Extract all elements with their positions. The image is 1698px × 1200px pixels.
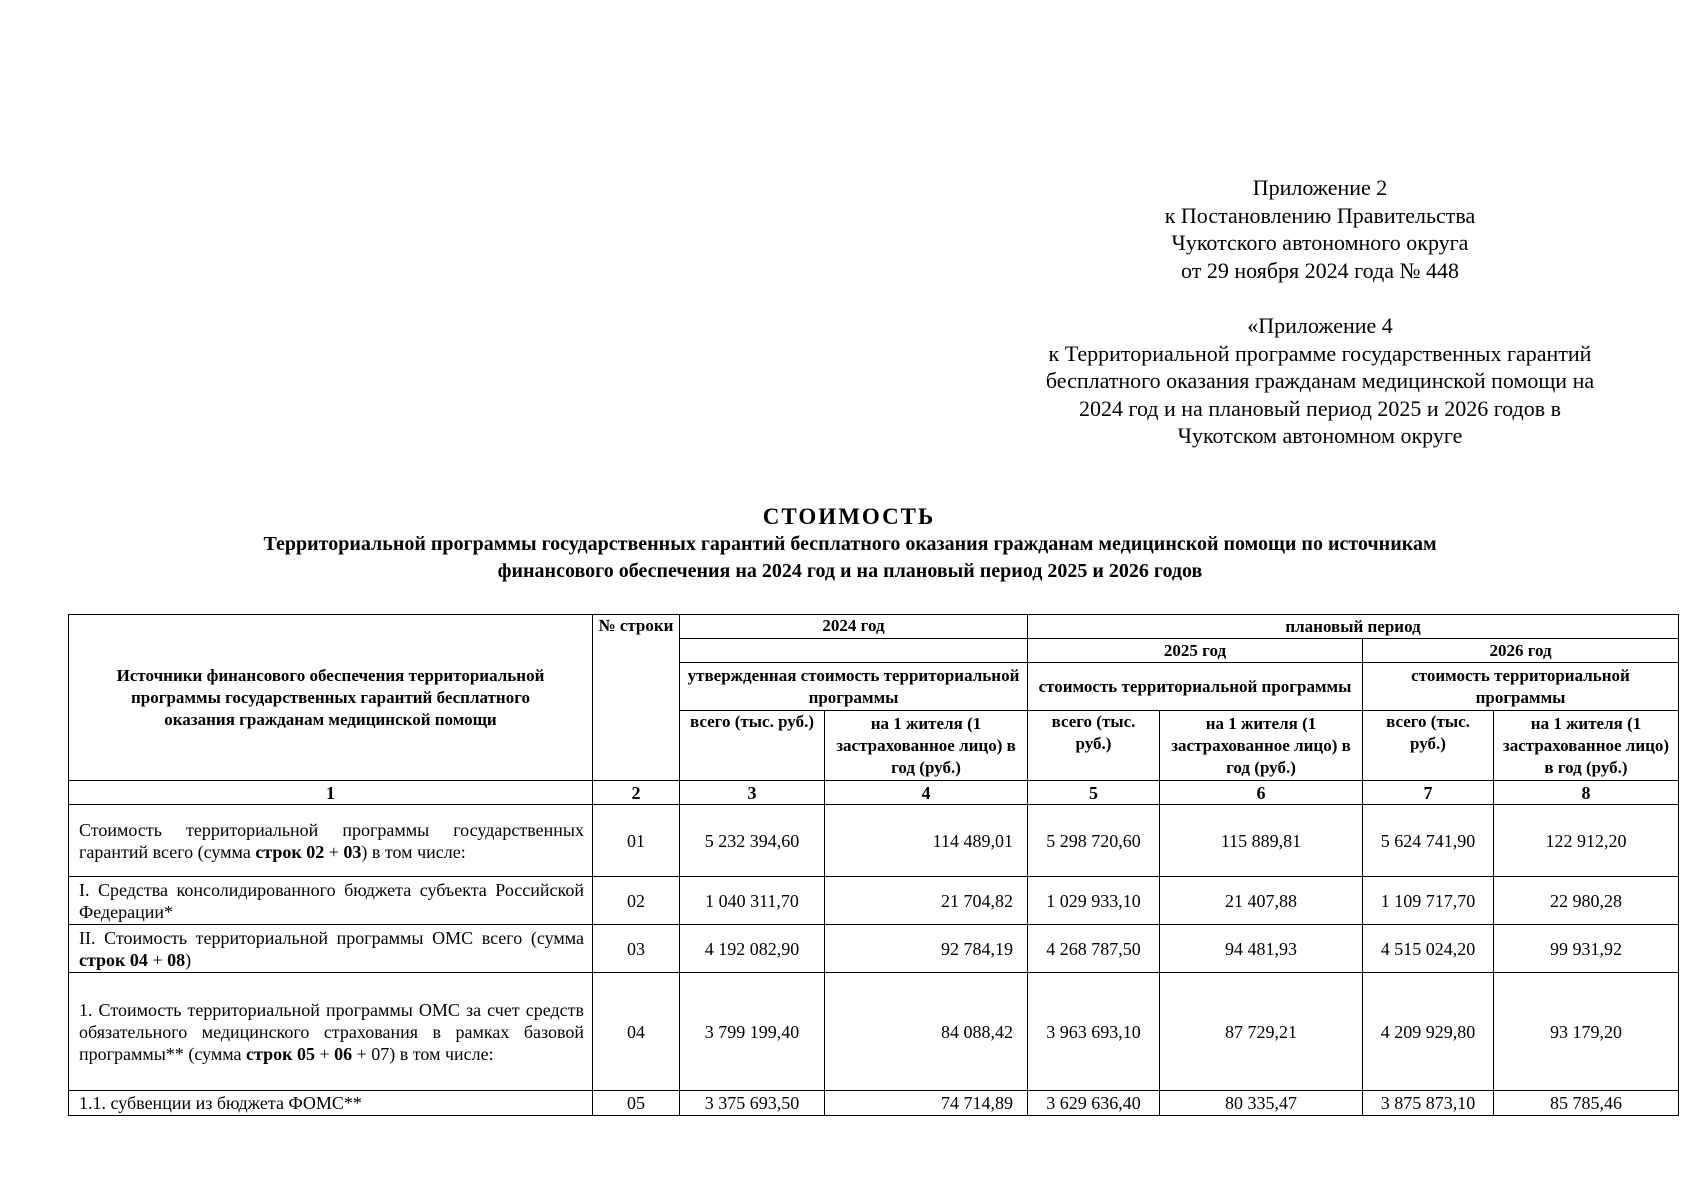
row-value: 21 407,88 bbox=[1160, 877, 1363, 925]
row-value: 93 179,20 bbox=[1494, 973, 1679, 1091]
subheading-line: Территориальной программы государственных гарантий бесплатного оказания гражданам медицинской помощи по источникам bbox=[263, 533, 1437, 555]
appendix-4-line: Чукотском автономном округе bbox=[1177, 423, 1463, 448]
header-sources: Источники финансового обеспечения территориальной программы государственных гарантий бесплатного оказания гражданам медицинской помощи bbox=[69, 615, 593, 781]
header-approved-cost: утвержденная стоимость территориальной программы bbox=[680, 663, 1028, 711]
table-row bbox=[69, 805, 1679, 877]
row-value: 1 040 311,70 bbox=[680, 877, 825, 925]
header-total-2026: всего (тыс. руб.) bbox=[1363, 711, 1494, 781]
header-cost-2026: стоимость территориальной программы bbox=[1363, 663, 1679, 711]
row-source-label: II. Стоимость территориальной программы ОМС всего (сумма строк 04 + 08) bbox=[69, 925, 593, 973]
row-value: 4 515 024,20 bbox=[1363, 925, 1494, 973]
row-value: 3 799 199,40 bbox=[680, 973, 825, 1091]
appendix-4-line: 2024 год и на плановый период 2025 и 2026 годов в bbox=[1078, 395, 1562, 421]
column-number: 1 bbox=[69, 781, 593, 805]
header-total-2025: всего (тыс. руб.) bbox=[1028, 711, 1160, 781]
row-value: 94 481,93 bbox=[1160, 925, 1363, 973]
column-number: 6 bbox=[1160, 781, 1363, 805]
appendix-4-line: «Приложение 4 bbox=[1247, 313, 1393, 338]
row-value: 1 029 933,10 bbox=[1028, 877, 1160, 925]
row-code: 01 bbox=[593, 805, 680, 877]
table-row bbox=[69, 925, 1679, 973]
row-value: 21 704,82 bbox=[825, 877, 1028, 925]
row-code: 02 bbox=[593, 877, 680, 925]
table-row bbox=[69, 1091, 1679, 1116]
row-value: 3 629 636,40 bbox=[1028, 1091, 1160, 1116]
row-value: 74 714,89 bbox=[825, 1091, 1028, 1116]
row-value: 5 232 394,60 bbox=[680, 805, 825, 877]
row-value: 3 375 693,50 bbox=[680, 1091, 825, 1116]
header-year-2024: 2024 год bbox=[680, 615, 1028, 639]
table-row bbox=[69, 877, 1679, 925]
row-value: 87 729,21 bbox=[1160, 973, 1363, 1091]
row-code: 03 bbox=[593, 925, 680, 973]
row-value: 5 624 741,90 bbox=[1363, 805, 1494, 877]
row-value: 5 298 720,60 bbox=[1028, 805, 1160, 877]
row-value: 115 889,81 bbox=[1160, 805, 1363, 877]
header-per-resident-2025: на 1 жителя (1 застрахованное лицо) в год (руб.) bbox=[1160, 711, 1363, 781]
row-value: 92 784,19 bbox=[825, 925, 1028, 973]
appendix-4-line: к Территориальной программе государственных гарантий bbox=[1048, 340, 1592, 366]
row-value: 1 109 717,70 bbox=[1363, 877, 1494, 925]
row-value: 4 192 082,90 bbox=[680, 925, 825, 973]
appendix-2-header bbox=[1000, 174, 1640, 284]
column-number: 7 bbox=[1363, 781, 1494, 805]
column-number-row bbox=[69, 781, 1679, 805]
row-code: 04 bbox=[593, 973, 680, 1091]
column-number: 4 bbox=[825, 781, 1028, 805]
appendix-2-line: Приложение 2 bbox=[1252, 175, 1388, 200]
document-heading: СТОИМОСТЬ bbox=[762, 504, 936, 529]
appendix-2-line: Чукотского автономного округа bbox=[1171, 230, 1469, 255]
header-year-2026: 2026 год bbox=[1363, 639, 1679, 663]
row-source-label: 1. Стоимость территориальной программы ОМС за счет средств обязательного медицинского страхования в рамках базовой программы** (сумма строк 05 + 06 + 07) в том числе: bbox=[69, 973, 593, 1091]
row-value: 3 875 873,10 bbox=[1363, 1091, 1494, 1116]
header-year-2025: 2025 год bbox=[1028, 639, 1363, 663]
row-code: 05 bbox=[593, 1091, 680, 1116]
appendix-2-line: от 29 ноября 2024 года № 448 bbox=[1181, 257, 1459, 283]
column-number: 2 bbox=[593, 781, 680, 805]
row-source-label: I. Средства консолидированного бюджета субъекта Российской Федерации* bbox=[69, 877, 593, 925]
cost-table bbox=[68, 614, 1679, 1116]
header-per-resident-2024: на 1 жителя (1 застрахованное лицо) в год (руб.) bbox=[825, 711, 1028, 781]
header-per-resident-2026: на 1 жителя (1 застрахованное лицо) в год (руб.) bbox=[1494, 711, 1679, 781]
row-source-label: Стоимость территориальной программы государственных гарантий всего (сумма строк 02 + 03) в том числе: bbox=[69, 805, 593, 877]
row-value: 84 088,42 bbox=[825, 973, 1028, 1091]
subheading-line: финансового обеспечения на 2024 год и на плановый период 2025 и 2026 годов bbox=[497, 560, 1203, 582]
appendix-4-line: бесплатного оказания гражданам медицинской помощи на bbox=[1045, 368, 1595, 393]
header-planned-period: плановый период bbox=[1028, 615, 1679, 639]
row-value: 3 963 693,10 bbox=[1028, 973, 1160, 1091]
row-value: 114 489,01 bbox=[825, 805, 1028, 877]
row-value: 22 980,28 bbox=[1494, 877, 1679, 925]
row-value: 85 785,46 bbox=[1494, 1091, 1679, 1116]
header-spacer bbox=[680, 639, 1028, 663]
table-row bbox=[69, 973, 1679, 1091]
column-number: 3 bbox=[680, 781, 825, 805]
document-subheading bbox=[90, 531, 1610, 585]
row-value: 80 335,47 bbox=[1160, 1091, 1363, 1116]
row-value: 99 931,92 bbox=[1494, 925, 1679, 973]
column-number: 8 bbox=[1494, 781, 1679, 805]
column-number: 5 bbox=[1028, 781, 1160, 805]
row-source-label: 1.1. субвенции из бюджета ФОМС** bbox=[69, 1091, 593, 1116]
appendix-2-line: к Постановлению Правительства bbox=[1164, 202, 1476, 228]
appendix-4-header bbox=[1000, 312, 1640, 450]
row-value: 122 912,20 bbox=[1494, 805, 1679, 877]
header-total-2024: всего (тыс. руб.) bbox=[680, 711, 825, 781]
header-row-number: № строки bbox=[593, 615, 680, 781]
header-cost-2025: стоимость территориальной программы bbox=[1028, 663, 1363, 711]
row-value: 4 209 929,80 bbox=[1363, 973, 1494, 1091]
row-value: 4 268 787,50 bbox=[1028, 925, 1160, 973]
